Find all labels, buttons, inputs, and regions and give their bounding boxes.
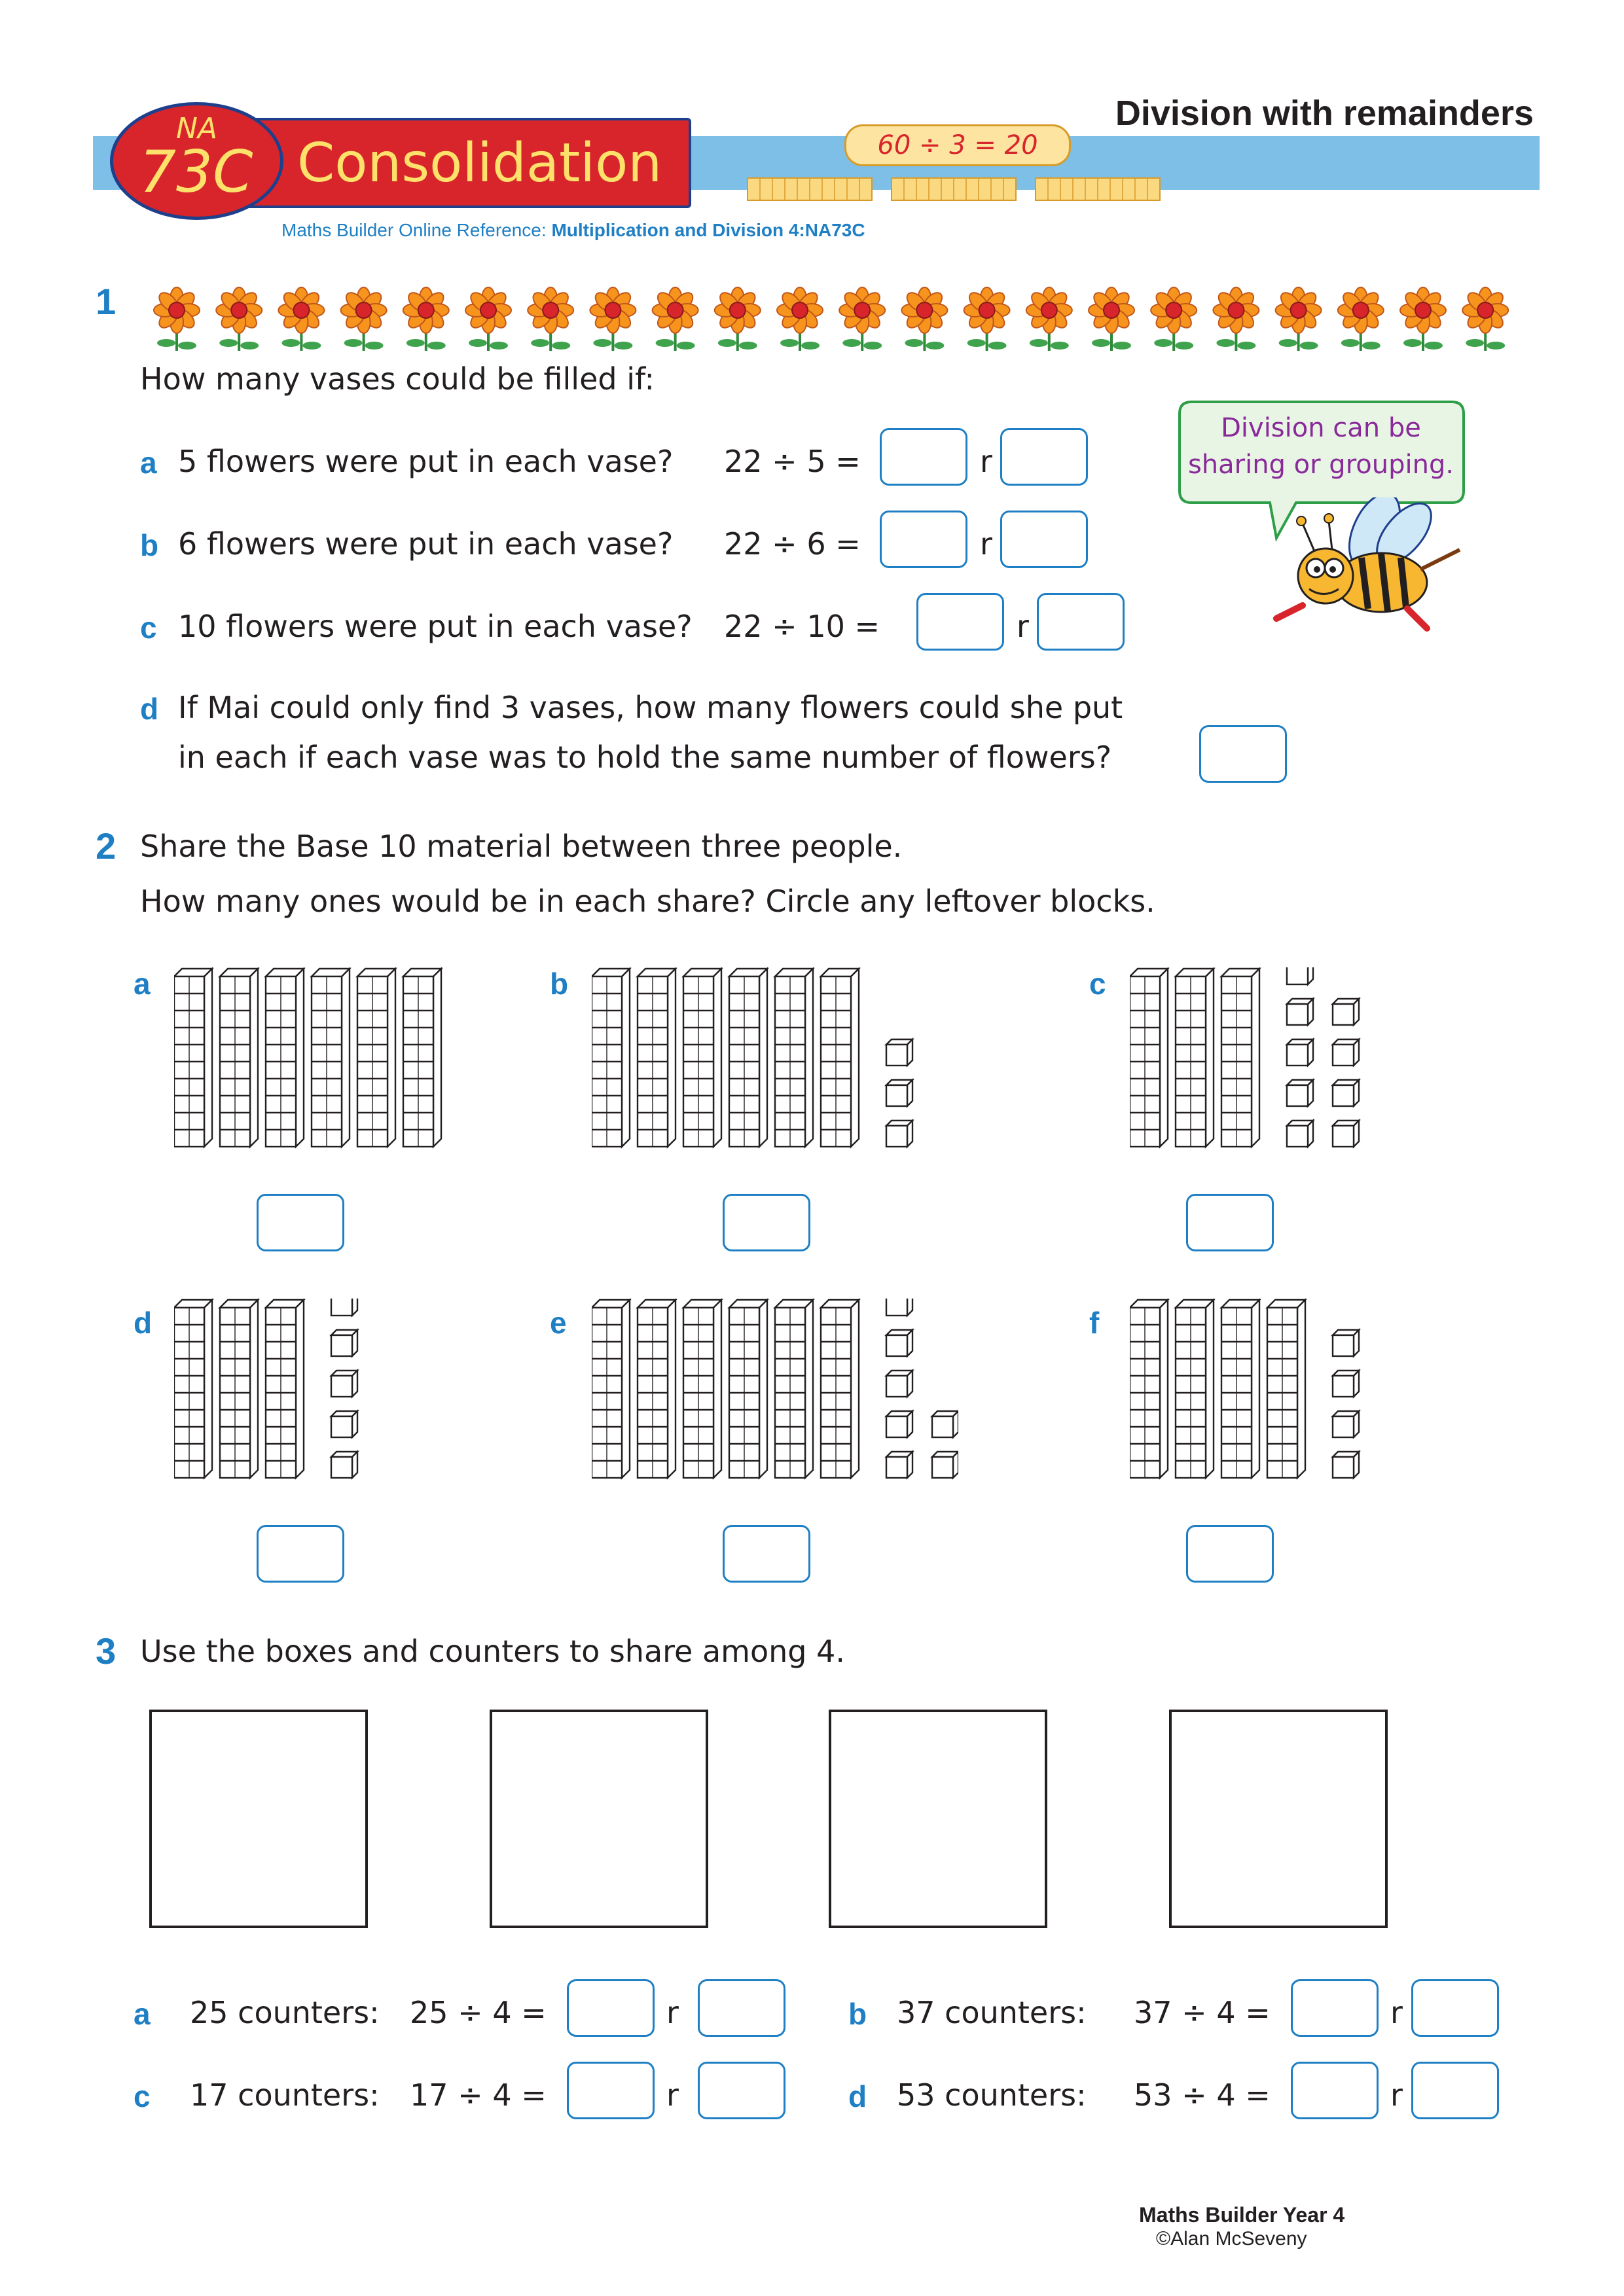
one-cube [886, 1121, 912, 1147]
ten-rod [821, 969, 859, 1147]
one-cube [886, 1330, 912, 1356]
base10-blocks-a [174, 967, 541, 1190]
ten-rod [174, 969, 212, 1147]
q1-d-answer-box[interactable] [1199, 725, 1287, 783]
q1-question-c: 10 flowers were put in each vase? [178, 609, 693, 644]
q3-d-quotient-box[interactable] [1291, 2062, 1379, 2119]
q2-letter-e: e [550, 1306, 567, 1340]
flower-icon [839, 287, 885, 351]
q3-a-remainder-box[interactable] [698, 1979, 785, 2037]
flower-icon [1276, 287, 1322, 351]
one-cube [331, 1411, 357, 1437]
flower-icon [528, 287, 573, 351]
q1-letter-a: a [140, 446, 157, 480]
q1-b-quotient-box[interactable] [880, 511, 967, 568]
q3-letter-c: c [134, 2079, 151, 2113]
q1-a-remainder-label: r [980, 444, 992, 479]
q3-equation-a: 25 ÷ 4 = [410, 1995, 547, 2030]
one-cube [1333, 1080, 1359, 1106]
q3-a-remainder-label: r [666, 1995, 679, 2030]
q3-d-remainder-box[interactable] [1411, 2062, 1499, 2119]
q1-question-a: 5 flowers were put in each vase? [178, 444, 674, 479]
one-cube [331, 1371, 357, 1397]
speech-bubble-text [1183, 410, 1458, 483]
q3-label-c: 17 counters: [190, 2077, 380, 2113]
q2-d-answer-box[interactable] [257, 1525, 344, 1583]
one-cube [886, 1452, 912, 1478]
q1-b-remainder-label: r [980, 526, 992, 562]
flower-icon [1151, 287, 1197, 351]
one-cube [1333, 1411, 1359, 1437]
ten-rod [1176, 969, 1214, 1147]
ten-rod [729, 1300, 767, 1478]
q1-b-remainder-box[interactable] [1000, 511, 1088, 568]
q2-a-answer-box[interactable] [257, 1194, 344, 1251]
base10-blocks-d [174, 1299, 541, 1521]
q2-f-answer-box[interactable] [1186, 1525, 1274, 1583]
q1-d-line2: in each if each vase was to hold the same number of flowers? [178, 740, 1112, 775]
q1-question-b: 6 flowers were put in each vase? [178, 526, 674, 562]
one-cube [331, 1452, 357, 1478]
q2-letter-c: c [1089, 967, 1106, 1001]
ten-rod [1221, 969, 1259, 1147]
ten-rod [174, 1300, 212, 1478]
code-badge [110, 102, 283, 220]
q1-letter-c: c [140, 611, 157, 645]
question-3-number: 3 [96, 1630, 117, 1672]
q2-letter-b: b [550, 967, 569, 1001]
flower-icon [216, 287, 262, 351]
flower-icon [1462, 287, 1508, 351]
ten-rod [357, 969, 395, 1147]
q3-c-remainder-box[interactable] [698, 2062, 785, 2119]
one-cube [1333, 1452, 1359, 1478]
share-box-4 [1169, 1710, 1388, 1928]
footer-book: Maths Builder Year 4 [1139, 2203, 1345, 2227]
ten-rod [775, 969, 813, 1147]
code-badge-top: NA [176, 112, 218, 145]
q3-label-d: 53 counters: [897, 2077, 1087, 2113]
base10-blocks-b [592, 967, 958, 1190]
example-equation: 60 ÷ 3 = 20 [877, 130, 1038, 160]
share-box-2 [490, 1710, 708, 1928]
ten-rod [592, 969, 630, 1147]
ten-rod [403, 969, 441, 1147]
q2-prompt: Share the Base 10 material between three people. [140, 829, 903, 864]
flower-icon [777, 287, 823, 351]
one-cube [1287, 1080, 1313, 1106]
q1-equation-c: 22 ÷ 10 = [724, 609, 880, 644]
flower-icon [278, 287, 324, 351]
ten-rod [266, 1300, 304, 1478]
question-1-number: 1 [96, 281, 117, 322]
q3-letter-a: a [134, 1997, 151, 2031]
base10-blocks-f [1130, 1299, 1496, 1521]
share-box-3 [829, 1710, 1047, 1928]
q1-c-quotient-box[interactable] [916, 593, 1004, 651]
q1-d-line1: If Mai could only find 3 vases, how many flowers could she put [178, 690, 1123, 725]
q3-label-b: 37 counters: [897, 1995, 1087, 2030]
ten-rod [1130, 969, 1168, 1147]
ten-rod [638, 969, 676, 1147]
q3-prompt: Use the boxes and counters to share among 4. [140, 1634, 845, 1669]
bee-mascot-icon [1263, 497, 1479, 641]
ten-rod [1176, 1300, 1214, 1478]
q2-c-answer-box[interactable] [1186, 1194, 1274, 1251]
q1-letter-b: b [140, 528, 159, 562]
q1-prompt: How many vases could be filled if: [140, 361, 655, 397]
q3-c-remainder-label: r [666, 2077, 679, 2113]
q3-c-quotient-box[interactable] [567, 2062, 655, 2119]
q3-d-remainder-label: r [1390, 2077, 1403, 2113]
q1-equation-b: 22 ÷ 6 = [724, 526, 861, 562]
q3-b-quotient-box[interactable] [1291, 1979, 1379, 2037]
flower-icon [403, 287, 449, 351]
ten-rod [683, 1300, 721, 1478]
q1-a-remainder-box[interactable] [1000, 428, 1088, 486]
ten-rod [1221, 1300, 1259, 1478]
flower-icon [154, 287, 200, 351]
flower-icon [590, 287, 636, 351]
ten-rod [1130, 1300, 1168, 1478]
q2-letter-f: f [1089, 1306, 1100, 1340]
one-cube [1333, 1121, 1359, 1147]
q2-instruction: How many ones would be in each share? Circle any leftover blocks. [140, 884, 1155, 919]
code-badge-main: 73C [139, 138, 253, 206]
q2-letter-a: a [134, 967, 151, 1001]
base10-blocks-c [1130, 967, 1496, 1190]
one-cube [1287, 999, 1313, 1025]
reference-text: Multiplication and Division 4:NA73C [551, 220, 865, 240]
one-cube [932, 1452, 958, 1478]
q3-label-a: 25 counters: [190, 1995, 380, 2030]
bubble-line-2: sharing or grouping. [1187, 450, 1454, 480]
one-cube [886, 1080, 912, 1106]
q1-c-remainder-label: r [1017, 609, 1029, 644]
ten-rod [729, 969, 767, 1147]
q2-letter-d: d [134, 1306, 153, 1340]
share-box-1 [149, 1710, 368, 1928]
q3-a-quotient-box[interactable] [567, 1979, 655, 2037]
q2-b-answer-box[interactable] [723, 1194, 810, 1251]
q3-equation-b: 37 ÷ 4 = [1134, 1995, 1271, 2030]
q3-letter-d: d [848, 2079, 867, 2113]
q3-equation-c: 17 ÷ 4 = [410, 2077, 547, 2113]
page-title: Division with remainders [1115, 94, 1534, 133]
ten-rod [220, 1300, 258, 1478]
ten-rod [821, 1300, 859, 1478]
one-cube [1333, 1330, 1359, 1356]
flower-icon [1338, 287, 1384, 351]
flower-icon [715, 287, 761, 351]
ten-rod [220, 969, 258, 1147]
footer-copyright: ©Alan McSeveny [1156, 2228, 1307, 2250]
one-cube [1333, 999, 1359, 1025]
ten-rod [312, 969, 350, 1147]
flowers-row [145, 281, 1559, 353]
ten-rod [266, 969, 304, 1147]
online-reference [281, 220, 865, 241]
q2-e-answer-box[interactable] [723, 1525, 810, 1583]
q1-letter-d: d [140, 692, 159, 726]
one-cube [1287, 1039, 1313, 1066]
question-2-number: 2 [96, 825, 117, 867]
q3-equation-d: 53 ÷ 4 = [1134, 2077, 1271, 2113]
flower-icon [964, 287, 1010, 351]
one-cube [886, 1039, 912, 1066]
one-cube [886, 1299, 912, 1316]
ten-rods-illustration [746, 171, 1165, 204]
one-cube [1333, 1371, 1359, 1397]
banner-title: Consolidation [297, 132, 662, 194]
q3-b-remainder-label: r [1390, 1995, 1403, 2030]
ten-rod [592, 1300, 630, 1478]
flower-icon [1089, 287, 1134, 351]
flower-icon [1213, 287, 1259, 351]
one-cube [1287, 1121, 1313, 1147]
flower-icon [1026, 287, 1072, 351]
one-cube [932, 1411, 958, 1437]
one-cube [331, 1330, 357, 1356]
ten-rod [1267, 1300, 1305, 1478]
base10-blocks-e [592, 1299, 958, 1521]
one-cube [331, 1299, 357, 1316]
example-equation-label [844, 124, 1071, 166]
flower-icon [1400, 287, 1446, 351]
flower-icon [465, 287, 511, 351]
flower-icon [901, 287, 947, 351]
ten-rod [638, 1300, 676, 1478]
ten-rod [683, 969, 721, 1147]
q3-letter-b: b [848, 1997, 867, 2031]
ten-rod [775, 1300, 813, 1478]
one-cube [1333, 1039, 1359, 1066]
one-cube [1287, 967, 1313, 984]
q1-equation-a: 22 ÷ 5 = [724, 444, 861, 479]
reference-prefix: Maths Builder Online Reference: [281, 220, 552, 240]
one-cube [886, 1371, 912, 1397]
q3-b-remainder-box[interactable] [1411, 1979, 1499, 2037]
flower-icon [341, 287, 387, 351]
bubble-line-1: Division can be [1221, 413, 1421, 443]
one-cube [886, 1411, 912, 1437]
q1-c-remainder-box[interactable] [1037, 593, 1125, 651]
q1-a-quotient-box[interactable] [880, 428, 967, 486]
flower-icon [653, 287, 698, 351]
